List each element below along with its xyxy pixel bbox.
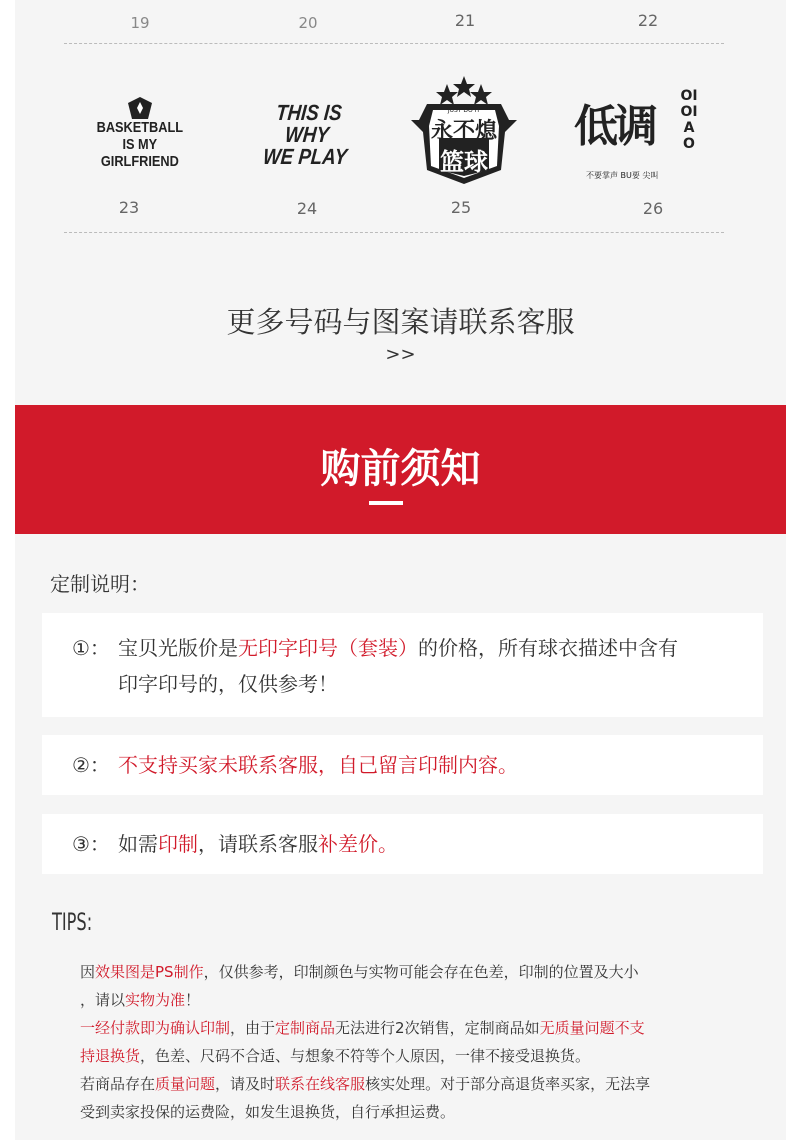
- design-number-20: 20: [298, 14, 318, 32]
- divider: [64, 232, 724, 233]
- logo-text: JUST DO IT: [447, 107, 481, 114]
- design-logo-24[interactable]: [244, 100, 370, 169]
- banner-underline: [369, 501, 403, 505]
- divider: [64, 43, 724, 44]
- tips-title: TIPS:: [52, 908, 93, 936]
- notice-card-3: [42, 814, 763, 874]
- logo-text: THIS IS WHY: [275, 100, 343, 147]
- more-arrow-link[interactable]: >>: [385, 344, 416, 365]
- design-logo-25[interactable]: [405, 70, 523, 188]
- notice-card-1: [42, 613, 763, 717]
- banner-title: 购前须知: [320, 446, 481, 492]
- design-number-26: 26: [642, 199, 664, 218]
- logo-text: GIRLFRIEND: [101, 152, 179, 170]
- design-number-23: 23: [118, 198, 140, 217]
- logo-text: BASKETBALL: [96, 118, 184, 136]
- logo-text: 篮球: [440, 148, 488, 176]
- basketball-star-icon: [128, 97, 152, 119]
- design-number-25: 25: [450, 198, 472, 217]
- design-number-21: 21: [454, 11, 476, 30]
- design-number-22: 22: [637, 11, 659, 30]
- card-index: ①：: [72, 636, 110, 660]
- design-logo-23[interactable]: [85, 88, 195, 178]
- logo-text: 低调: [574, 101, 654, 152]
- notice-card-2: [42, 735, 763, 795]
- section-title: 定制说明：: [50, 572, 150, 596]
- logo-text: 永不熄: [430, 119, 497, 144]
- card-index: ②：: [72, 753, 110, 777]
- notice-banner: [15, 405, 786, 534]
- logo-text: WE PLAY: [262, 144, 349, 169]
- design-number-19: 19: [130, 14, 150, 32]
- card-text: 如需印制，请联系客服补差价。: [118, 832, 398, 856]
- design-number-24: 24: [296, 199, 318, 218]
- logo-text: IS MY: [122, 135, 158, 153]
- card-index: ③：: [72, 832, 110, 856]
- card-text: 宝贝光版价是无印字印号（套装）的价格，所有球衣描述中含有 印字印号的，仅供参考！: [118, 636, 678, 696]
- logo-text: OI OI AO: [680, 88, 698, 152]
- tips-body: 因效果图是PS制作，仅供参考，印制颜色与实物可能会存在色差，印制的位置及大小 ，请以实物为准！ 一经付款即为确认印制，由于定制商品无法进行2次销售，定制商品如无质量问题不支 持退换货，色差、尺码不合适、与想象不符等个人原因，一律不接受退换货。 若商品存在质量问题，请及时联系在线客服核实处理。对于部分高退货率买家，无法享 受到卖家投保的运费险，如发生退换货，自行承担运费。: [80, 963, 651, 1121]
- card-text: 不支持买家未联系客服，自己留言印制内容。: [118, 753, 518, 777]
- contact-service-text: 更多号码与图案请联系客服: [226, 305, 575, 339]
- design-logo-26[interactable]: [572, 84, 712, 188]
- logo-text: 不要掌声 BU要 尖叫: [586, 171, 659, 180]
